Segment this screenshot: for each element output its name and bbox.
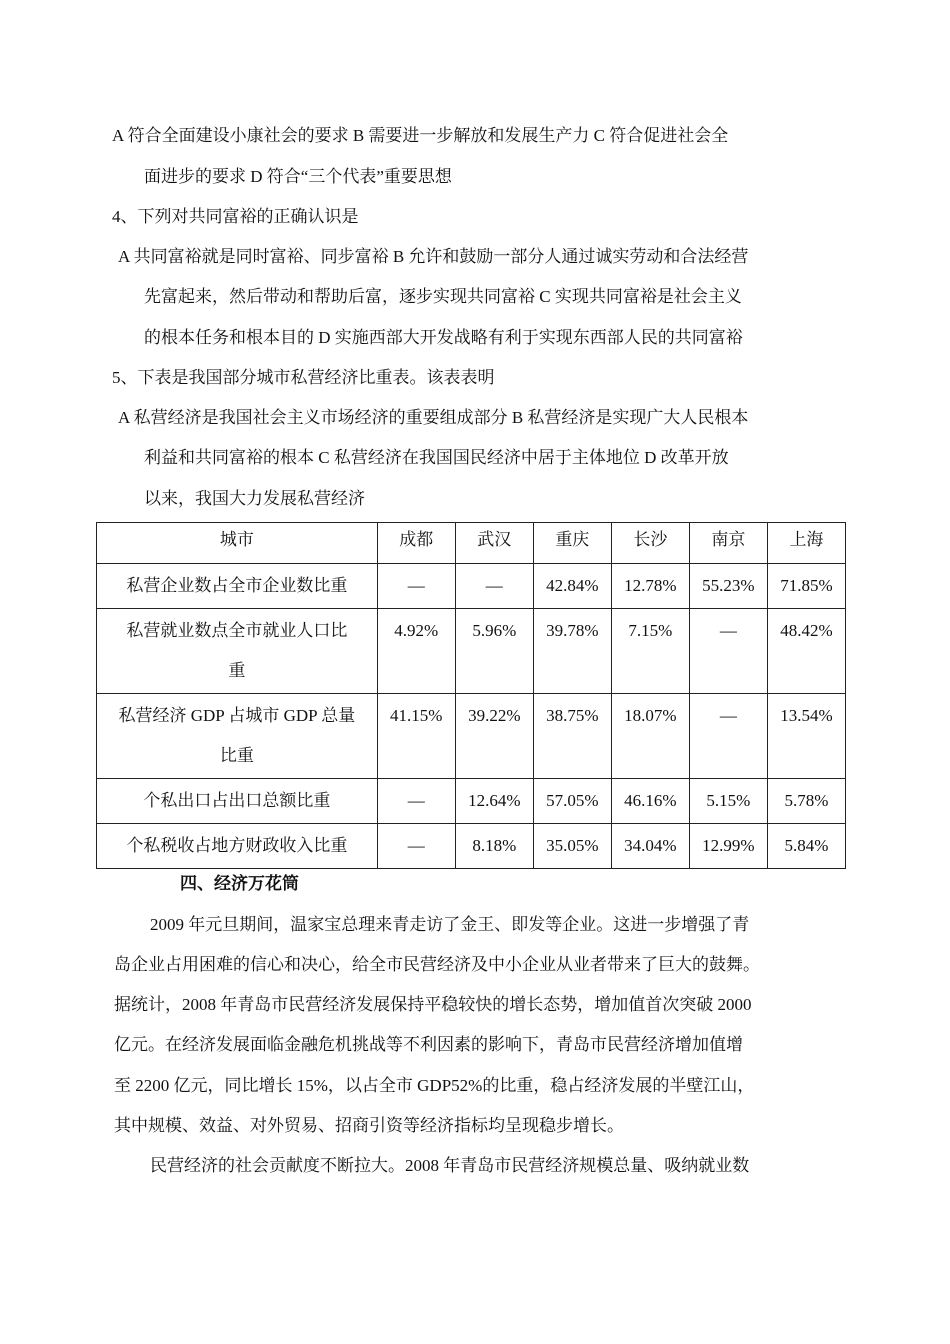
table-cell: 35.05% bbox=[533, 824, 611, 869]
table-cell: 18.07% bbox=[611, 694, 689, 779]
q4-options-line1: A 共同富裕就是同时富裕、同步富裕 B 允许和鼓励一部分人通过诚实劳动和合法经营 bbox=[118, 247, 749, 266]
table-cell: 5.15% bbox=[689, 779, 767, 824]
table-row bbox=[97, 824, 846, 869]
table-row bbox=[97, 694, 846, 779]
q5-stem: 5、下表是我国部分城市私营经济比重表。该表表明 bbox=[112, 368, 495, 387]
q4-options-line3: 的根本任务和根本目的 D 实施西部大开发战略有利于实现东西部人民的共同富裕 bbox=[144, 328, 743, 347]
table-cell: 42.84% bbox=[533, 564, 611, 609]
row-label: 私营企业数占全市企业数比重 bbox=[97, 564, 378, 609]
row-label: 个私税收占地方财政收入比重 bbox=[97, 824, 378, 869]
table-cell: 48.42% bbox=[767, 609, 845, 694]
table-cell: 57.05% bbox=[533, 779, 611, 824]
table-cell: 12.78% bbox=[611, 564, 689, 609]
table-cell: 39.78% bbox=[533, 609, 611, 694]
row-label: 私营就业数点全市就业人口比 重 bbox=[97, 609, 378, 694]
table-header-row bbox=[97, 523, 846, 564]
table-cell: — bbox=[377, 564, 455, 609]
section4-paragraph1-line: 据统计，2008 年青岛市民营经济发展保持平稳较快的增长态势，增加值首次突破 2000 bbox=[114, 995, 752, 1014]
q5-options-line1: A 私营经济是我国社会主义市场经济的重要组成部分 B 私营经济是实现广大人民根本 bbox=[118, 408, 749, 427]
table-cell: 46.16% bbox=[611, 779, 689, 824]
q3-options-line1: A 符合全面建设小康社会的要求 B 需要进一步解放和发展生产力 C 符合促进社会全 bbox=[112, 126, 729, 145]
table-cell: — bbox=[455, 564, 533, 609]
table-cell: — bbox=[689, 694, 767, 779]
section4-heading: 四、经济万花筒 bbox=[180, 874, 299, 893]
header-city: 城市 bbox=[97, 523, 378, 564]
header-chongqing: 重庆 bbox=[533, 523, 611, 564]
table-cell: 5.78% bbox=[767, 779, 845, 824]
row-label: 个私出口占出口总额比重 bbox=[97, 779, 378, 824]
q3-options-line2: 面进步的要求 D 符合“三个代表”重要思想 bbox=[144, 167, 452, 186]
header-changsha: 长沙 bbox=[611, 523, 689, 564]
table-cell: 7.15% bbox=[611, 609, 689, 694]
table-row bbox=[97, 564, 846, 609]
section4-paragraph1-line: 岛企业占用困难的信心和决心，给全市民营经济及中小企业从业者带来了巨大的鼓舞。 bbox=[114, 955, 760, 974]
table-cell: 12.64% bbox=[455, 779, 533, 824]
table-cell: 13.54% bbox=[767, 694, 845, 779]
section4-paragraph1-line: 2009 年元旦期间，温家宝总理来青走访了金王、即发等企业。这进一步增强了青 bbox=[150, 915, 750, 934]
table-cell: — bbox=[377, 779, 455, 824]
table-row bbox=[97, 779, 846, 824]
header-chengdu: 成都 bbox=[377, 523, 455, 564]
table-cell: 8.18% bbox=[455, 824, 533, 869]
header-nanjing: 南京 bbox=[689, 523, 767, 564]
q4-options-line2: 先富起来，然后带动和帮助后富，逐步实现共同富裕 C 实现共同富裕是社会主义 bbox=[144, 287, 742, 306]
section4-paragraph1-line: 亿元。在经济发展面临金融危机挑战等不利因素的影响下，青岛市民营经济增加值增 bbox=[114, 1035, 743, 1054]
q5-options-line3: 以来，我国大力发展私营经济 bbox=[144, 489, 365, 508]
table-cell: — bbox=[689, 609, 767, 694]
section4-paragraph1-line: 至 2200 亿元，同比增长 15%，以占全市 GDP52%的比重，稳占经济发展的半壁江山， bbox=[114, 1076, 755, 1095]
table-cell: 12.99% bbox=[689, 824, 767, 869]
section4-paragraph2-line: 民营经济的社会贡献度不断拉大。2008 年青岛市民营经济规模总量、吸纳就业数 bbox=[150, 1156, 750, 1175]
row-label: 私营经济 GDP 占城市 GDP 总量 比重 bbox=[97, 694, 378, 779]
q5-options-line2: 利益和共同富裕的根本 C 私营经济在我国国民经济中居于主体地位 D 改革开放 bbox=[144, 448, 729, 467]
table-cell: 38.75% bbox=[533, 694, 611, 779]
private-economy-table bbox=[96, 522, 846, 869]
header-shanghai: 上海 bbox=[767, 523, 845, 564]
table-cell: 71.85% bbox=[767, 564, 845, 609]
table-cell: 55.23% bbox=[689, 564, 767, 609]
header-wuhan: 武汉 bbox=[455, 523, 533, 564]
table-cell: 5.84% bbox=[767, 824, 845, 869]
table-cell: 34.04% bbox=[611, 824, 689, 869]
table-cell: 4.92% bbox=[377, 609, 455, 694]
table-cell: — bbox=[377, 824, 455, 869]
table-cell: 5.96% bbox=[455, 609, 533, 694]
table-cell: 41.15% bbox=[377, 694, 455, 779]
section4-paragraph1-line: 其中规模、效益、对外贸易、招商引资等经济指标均呈现稳步增长。 bbox=[114, 1116, 624, 1135]
table-row bbox=[97, 609, 846, 694]
table-cell: 39.22% bbox=[455, 694, 533, 779]
q4-stem: 4、下列对共同富裕的正确认识是 bbox=[112, 207, 359, 226]
